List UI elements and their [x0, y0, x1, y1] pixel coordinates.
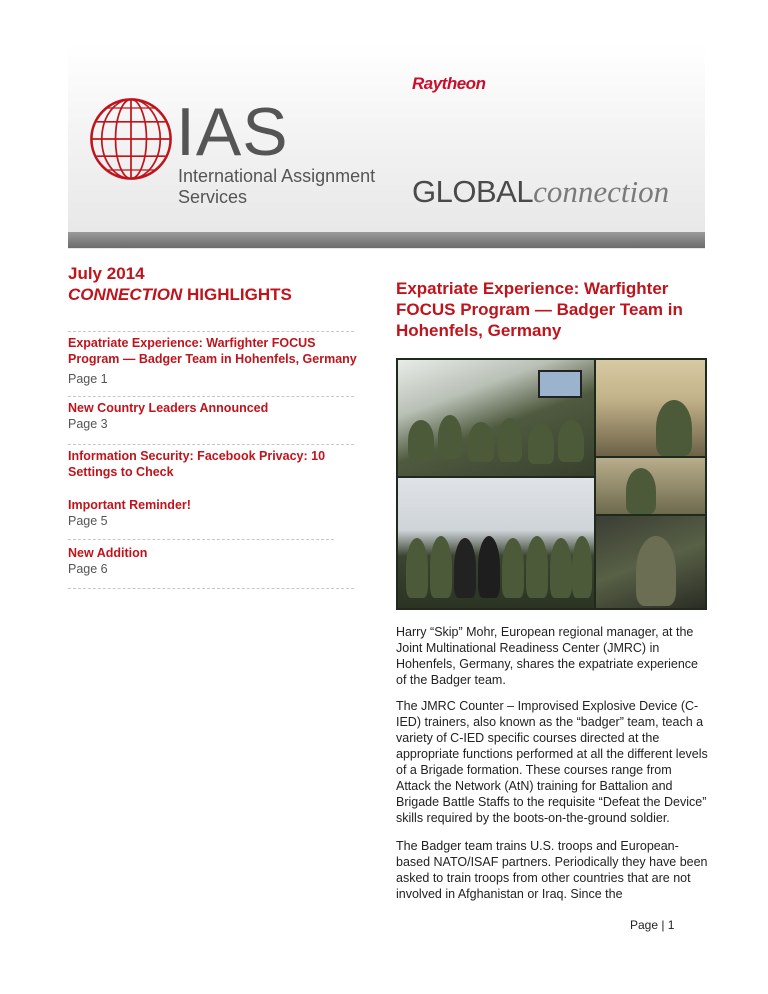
photo-group — [398, 478, 594, 608]
org-name: International Assignment Services — [178, 166, 376, 207]
brand-logo: Raytheon — [412, 74, 486, 93]
toc-item-page: Page 5 — [68, 514, 108, 528]
article-paragraph: The JMRC Counter – Improvised Explosive Device (C-IED) trainers, also known as the “badger” team, teach a variety of C-IED specific courses directed at the appropriate functions performed at all the different levels of a Brigade formation. These courses range from Attack the Network (AtN) training for Battalion and Brigade Battle Staffs to the requisite “Defeat the Device” skills required by the boots-on-the-ground soldier. — [396, 699, 708, 825]
photo-briefing — [596, 458, 705, 514]
banner-divider-bar — [68, 232, 705, 248]
divider — [68, 539, 334, 540]
toc-item-title[interactable]: New Addition — [68, 546, 148, 560]
article-paragraph: The Badger team trains U.S. troops and European-based NATO/ISAF partners. Periodically they have been asked to train troops from other countries that are not involved in Afghanistan or Iraq. Since the — [396, 839, 708, 901]
newsletter-title — [412, 174, 669, 210]
toc-item-page: Page 3 — [68, 417, 108, 431]
page-number: Page | 1 — [630, 918, 675, 932]
divider — [68, 444, 354, 445]
photo-radio-operator — [596, 516, 705, 608]
toc-item-title[interactable]: Expatriate Experience: Warfighter FOCUS Program — Badger Team in Hohenfels, Germany — [68, 336, 357, 366]
photo-planning-board — [596, 360, 705, 456]
toc-item-title[interactable]: New Country Leaders Announced — [68, 401, 269, 415]
highlights-italic: CONNECTION — [68, 285, 183, 304]
globe-logo-icon — [88, 96, 174, 182]
issue-month: July 2014 — [68, 264, 145, 283]
newsletter-title-part2: connection — [533, 174, 670, 209]
photo-collage — [396, 358, 707, 610]
toc-item-title[interactable]: Important Reminder! — [68, 498, 191, 512]
article-paragraph: Harry “Skip” Mohr, European regional manager, at the Joint Multinational Readiness Center (JMRC) in Hohenfels, Germany, shares the expatriate experience of the Badger team. — [396, 625, 699, 687]
divider — [68, 331, 354, 332]
newsletter-title-part1: GLOBAL — [412, 174, 534, 209]
article-title: Expatriate Experience: Warfighter FOCUS Program — Badger Team in Hohenfels, Germany — [396, 279, 683, 340]
toc-item-page: Page 6 — [68, 562, 108, 576]
highlights-rest: HIGHLIGHTS — [182, 285, 292, 304]
toc-item-page: Page 1 — [68, 372, 108, 386]
highlights-heading — [68, 263, 292, 305]
org-acronym: IAS — [176, 94, 289, 170]
divider — [68, 588, 354, 589]
divider — [68, 396, 354, 397]
photo-classroom — [398, 360, 594, 476]
toc-item-title[interactable]: Information Security: Facebook Privacy: 10 Settings to Check — [68, 449, 326, 479]
